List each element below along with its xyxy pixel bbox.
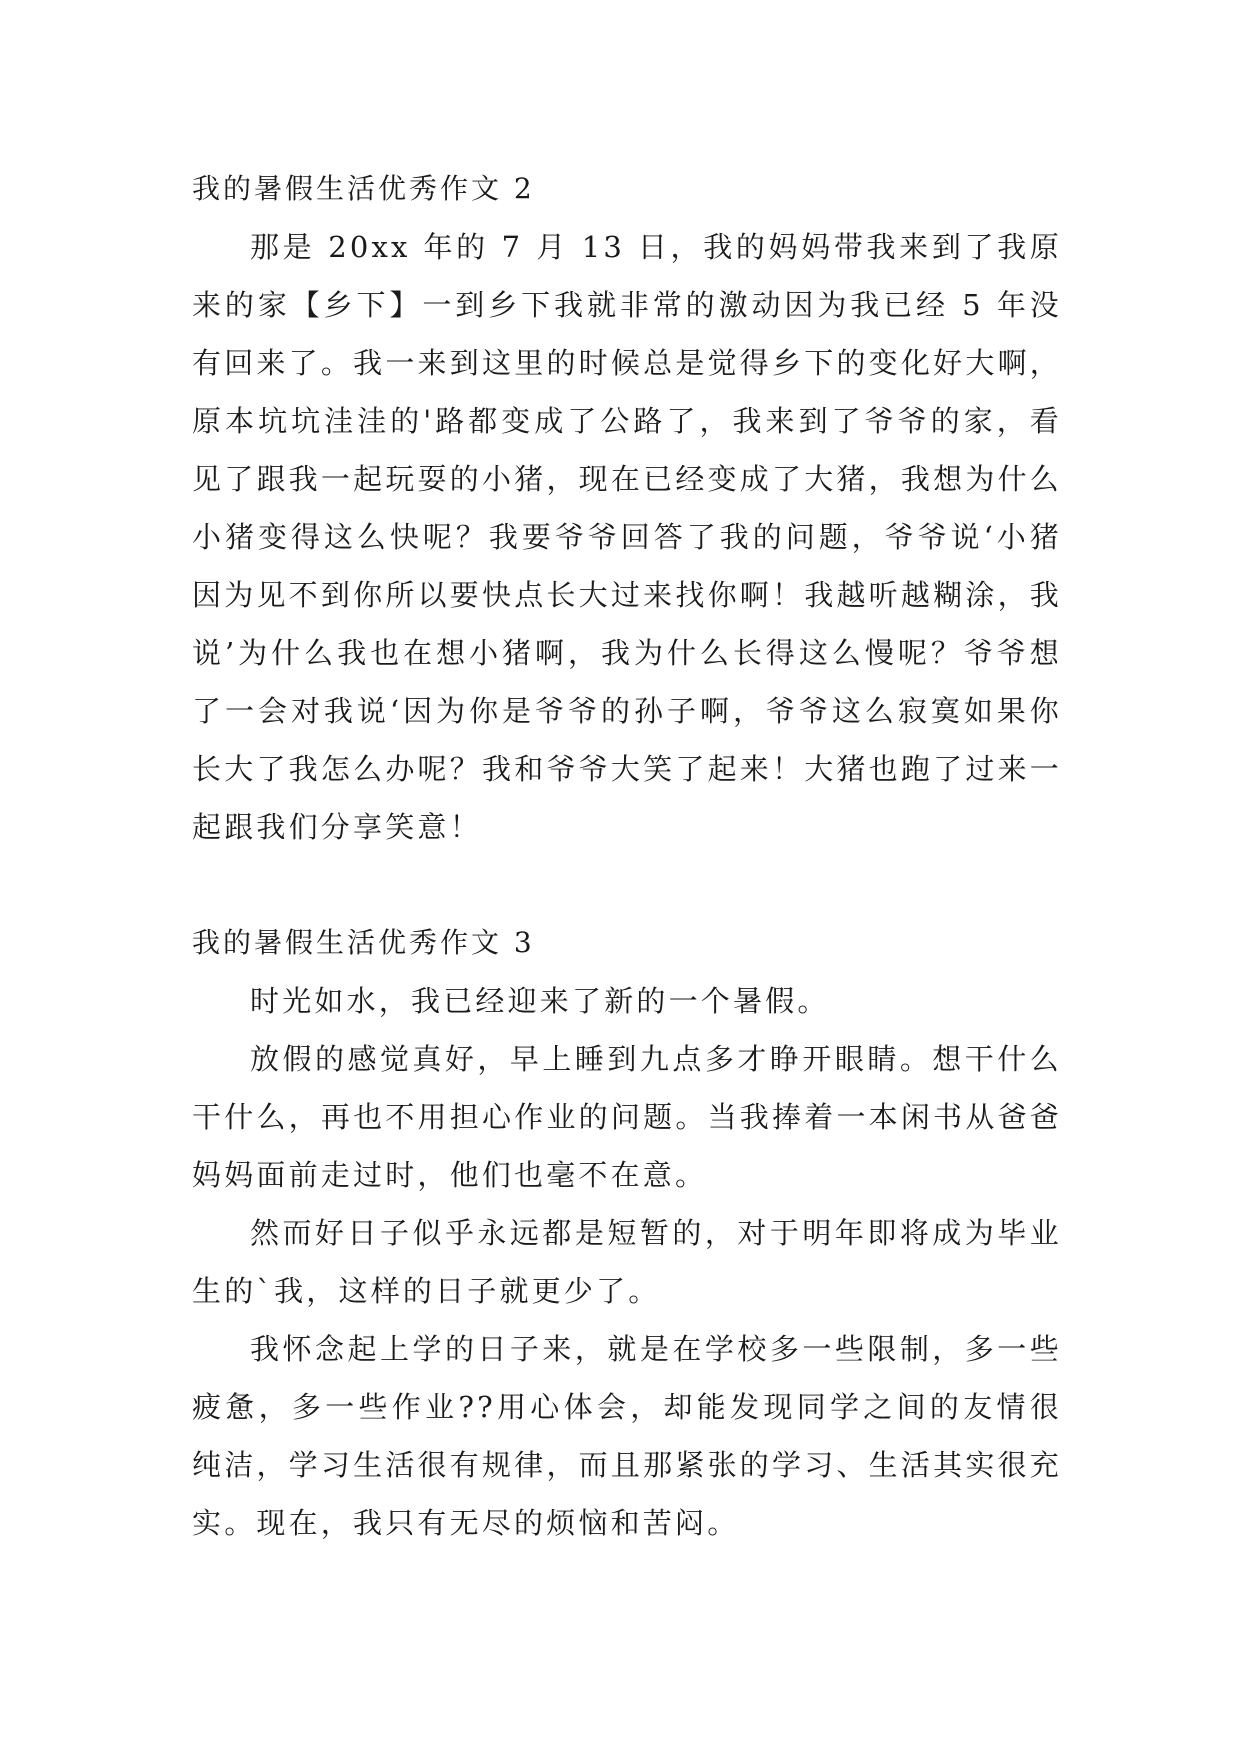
document-content <box>192 160 1062 1552</box>
section-title: 我的暑假生活优秀作文 3 <box>192 926 535 959</box>
essay-section-3 <box>192 914 1062 1552</box>
section-title: 我的暑假生活优秀作文 2 <box>192 172 535 205</box>
paragraph: 时光如水，我已经迎来了新的一个暑假。 <box>250 984 830 1018</box>
essay-section-2 <box>192 160 1062 856</box>
paragraph: 然而好日子似乎永远都是短暂的，对于明年即将成为毕业生的`我，这样的日子就更少了。 <box>192 1216 1062 1308</box>
section-spacer <box>192 856 1062 914</box>
paragraph: 放假的感觉真好，早上睡到九点多才睁开眼睛。想干什么干什么，再也不用担心作业的问题。当我捧着一本闲书从爸爸妈妈面前走过时，他们也毫不在意。 <box>192 1042 1062 1192</box>
paragraph: 我怀念起上学的日子来，就是在学校多一些限制，多一些疲惫，多一些作业??用心体会，却能发现同学之间的友情很纯洁，学习生活很有规律，而且那紧张的学习、生活其实很充实。现在，我只有无尽的烦恼和苦闷。 <box>192 1332 1062 1540</box>
paragraph: 那是 20xx 年的 7 月 13 日，我的妈妈带我来到了我原来的家【乡下】一到乡下我就非常的激动因为我已经 5 年没有回来了。我一来到这里的时候总是觉得乡下的变化好大啊，原本坑坑洼洼的'路都变成了公路了，我来到了爷爷的家，看见了跟我一起玩耍的小猪，现在已经变成了大猪，我想为什么小猪变得这么快呢？我要爷爷回答了我的问题，爷爷说‘小猪因为见不到你所以要快点长大过来找你啊！我越听越糊涂，我说’为什么我也在想小猪啊，我为什么长得这么慢呢？爷爷想了一会对我说‘因为你是爷爷的孙子啊，爷爷这么寂寞如果你长大了我怎么办呢？我和爷爷大笑了起来！大猪也跑了过来一起跟我们分享笑意！ <box>192 230 1062 844</box>
